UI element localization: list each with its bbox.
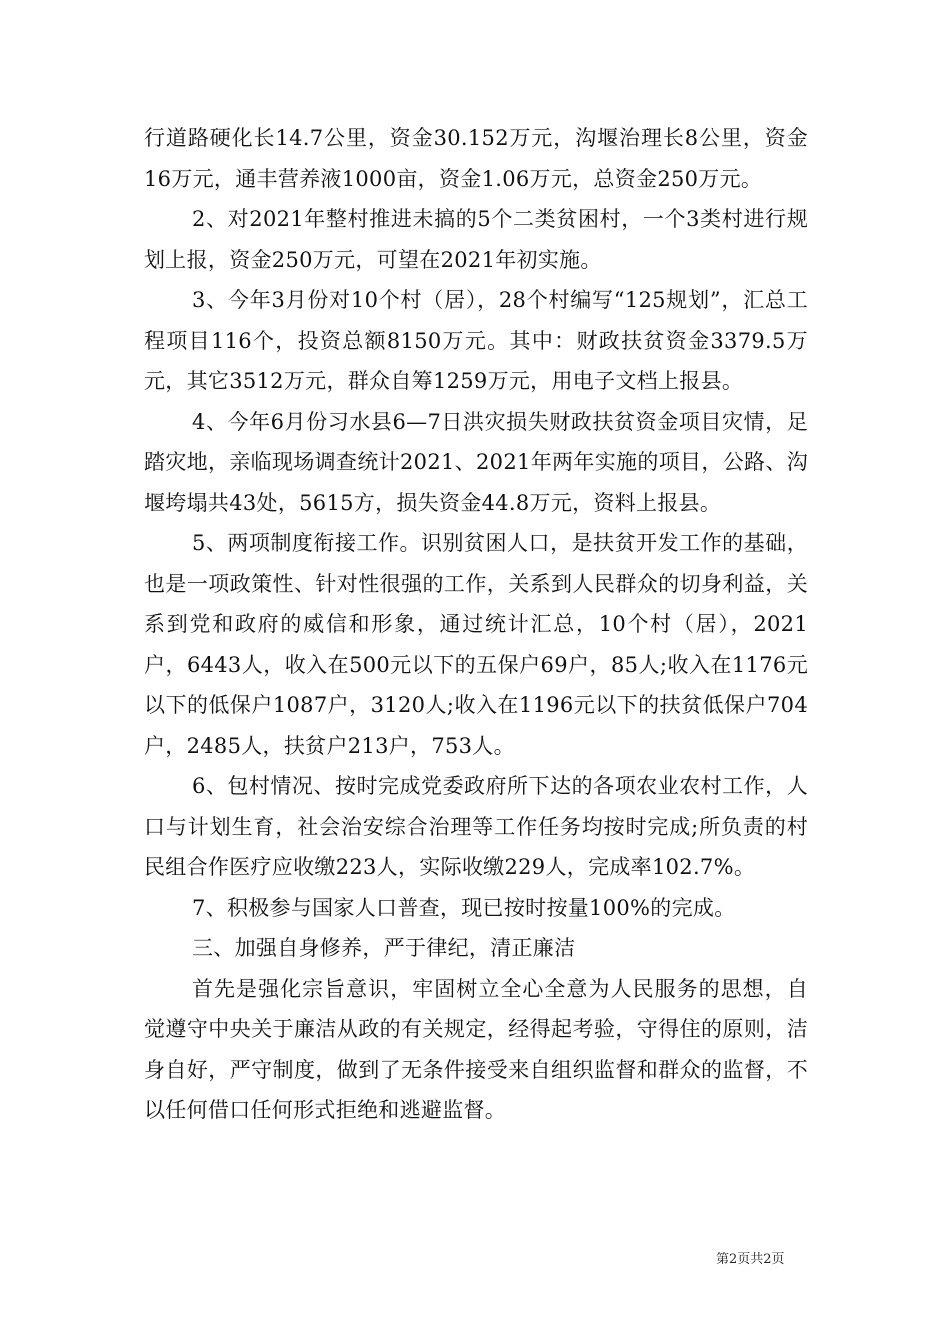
document-body bbox=[144, 118, 808, 1131]
paragraph-item-7: 7、积极参与国家人口普查，现已按时按量100%的完成。 bbox=[192, 895, 736, 920]
paragraph-item-3: 3、今年3月份对10个村（居），28个村编写“125规划”，汇总工程项目116个，投资总额8150万元。其中：财政扶贫资金3379.5万元，其它3512万元，群众自筹1259万元，用电子文档上报县。 bbox=[144, 288, 808, 393]
paragraph-item-2: 2、对2021年整村推进未搞的5个二类贫困村，一个3类村进行规划上报，资金250万元，可望在2021年初实施。 bbox=[144, 207, 808, 272]
paragraph-item-6: 6、包村情况、按时完成党委政府所下达的各项农业农村工作，人口与计划生育，社会治安综合治理等工作任务均按时完成;所负责的村民组合作医疗应收缴223人，实际收缴229人，完成率102.7%。 bbox=[144, 774, 808, 879]
section-heading-3: 三、加强自身修养，严于律纪，清正廉洁 bbox=[192, 936, 576, 960]
paragraph-section-3-body: 首先是强化宗旨意识，牢固树立全心全意为人民服务的思想，自觉遵守中央关于廉洁从政的有关规定，经得起考验，守得住的原则，洁身自好，严守制度，做到了无条件接受来自组织监督和群众的监督，不以任何借口任何形式拒绝和逃避监督。 bbox=[144, 976, 808, 1122]
paragraph-item-4: 4、今年6月份习水县6—7日洪灾损失财政扶贫资金项目灾情，足踏灾地，亲临现场调查统计2021、2021年两年实施的项目，公路、沟堰垮塌共43处，5615方，损失资金44.8万元，资料上报县。 bbox=[144, 409, 808, 515]
paragraph-item-5: 5、两项制度衔接工作。识别贫困人口，是扶贫开发工作的基础，也是一项政策性、针对性很强的工作，关系到人民群众的切身利益，关系到党和政府的威信和形象，通过统计汇总，10个村（居），2021户，6443人，收入在500元以下的五保户69户，85人;收入在1176元以下的低保户1087户，3120人;收入在1196元以下的扶贫低保户704户，2485人，扶贫户213户，753人。 bbox=[144, 531, 808, 758]
paragraph-continued: 行道路硬化长14.7公里，资金30.152万元，沟堰治理长8公里，资金16万元，通丰营养液1000亩，资金1.06万元，总资金250万元。 bbox=[144, 126, 808, 191]
page-number-footer: 第2页共2页 bbox=[716, 1252, 785, 1267]
